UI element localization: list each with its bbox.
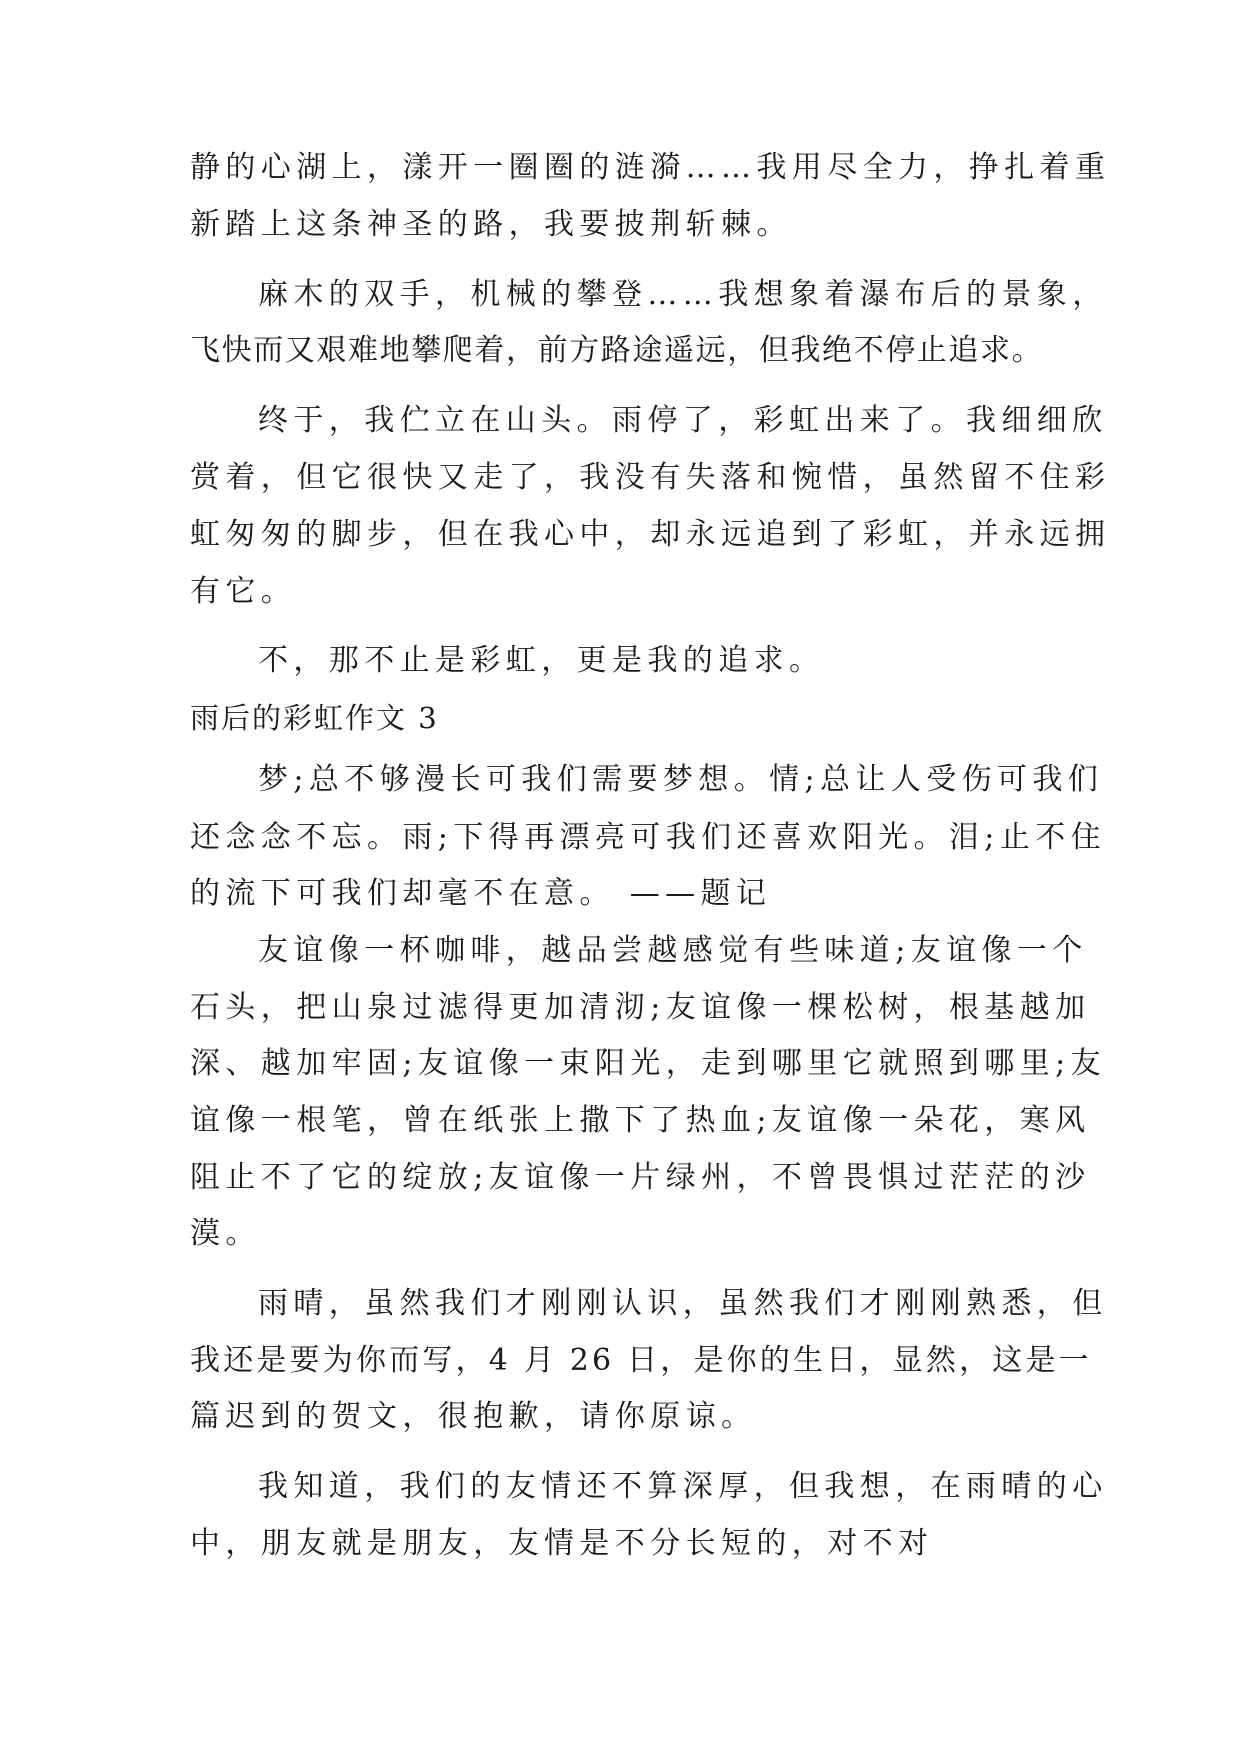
text-line: 中，朋友就是朋友，友情是不分长短的，对不对 — [190, 1526, 934, 1561]
text-line: 虹匆匆的脚步，但在我心中，却永远追到了彩虹，并永远拥 — [190, 517, 1111, 552]
text-line: 的流下可我们却毫不在意。 ——题记 — [190, 876, 772, 911]
text-line: 梦;总不够漫长可我们需要梦想。情;总让人受伤可我们 — [258, 762, 1104, 797]
text-line: 还念念不忘。雨;下得再漂亮可我们还喜欢阳光。泪;止不住 — [190, 820, 1107, 855]
text-line: 静的心湖上，漾开一圈圈的涟漪……我用尽全力，挣扎着重 — [190, 150, 1111, 185]
text-line: 终于，我伫立在山头。雨停了，彩虹出来了。我细细欣 — [258, 403, 1108, 438]
text-line: 雨晴，虽然我们才刚刚认识，虽然我们才刚刚熟悉，但 — [258, 1286, 1108, 1321]
text-line: 谊像一根笔，曾在纸张上撒下了热血;友谊像一朵花，寒风 — [190, 1103, 1091, 1138]
text-line: 深、越加牢固;友谊像一束阳光，走到哪里它就照到哪里;友 — [190, 1046, 1107, 1081]
section-heading: 雨后的彩虹作文 3 — [190, 701, 439, 735]
text-line: 麻木的双手，机械的攀登……我想象着瀑布后的景象， — [258, 277, 1108, 312]
text-line: 不，那不止是彩虹，更是我的追求。 — [258, 643, 825, 678]
text-line: 有它。 — [190, 574, 297, 609]
text-line: 友谊像一杯咖啡，越品尝越感觉有些味道;友谊像一个 — [258, 933, 1088, 968]
text-line: 我还是要为你而写，4 月 26 日，是你的生日，显然，这是一 — [190, 1343, 1092, 1378]
text-line: 我知道，我们的友情还不算深厚，但我想，在雨晴的心 — [258, 1469, 1108, 1504]
text-line: 漠。 — [190, 1216, 261, 1251]
text-line: 飞快而又艰难地攀爬着，前方路途遥远，但我绝不停止追求。 — [190, 333, 1044, 368]
text-line: 石头，把山泉过滤得更加清沏;友谊像一棵松树，根基越加 — [190, 990, 1091, 1025]
text-line: 赏着，但它很快又走了，我没有失落和惋惜，虽然留不住彩 — [190, 460, 1111, 495]
text-line: 新踏上这条神圣的路，我要披荆斩棘。 — [190, 207, 792, 242]
text-line: 阻止不了它的绽放;友谊像一片绿州，不曾畏惧过茫茫的沙 — [190, 1160, 1091, 1195]
text-line: 篇迟到的贺文，很抱歉，请你原谅。 — [190, 1399, 757, 1434]
